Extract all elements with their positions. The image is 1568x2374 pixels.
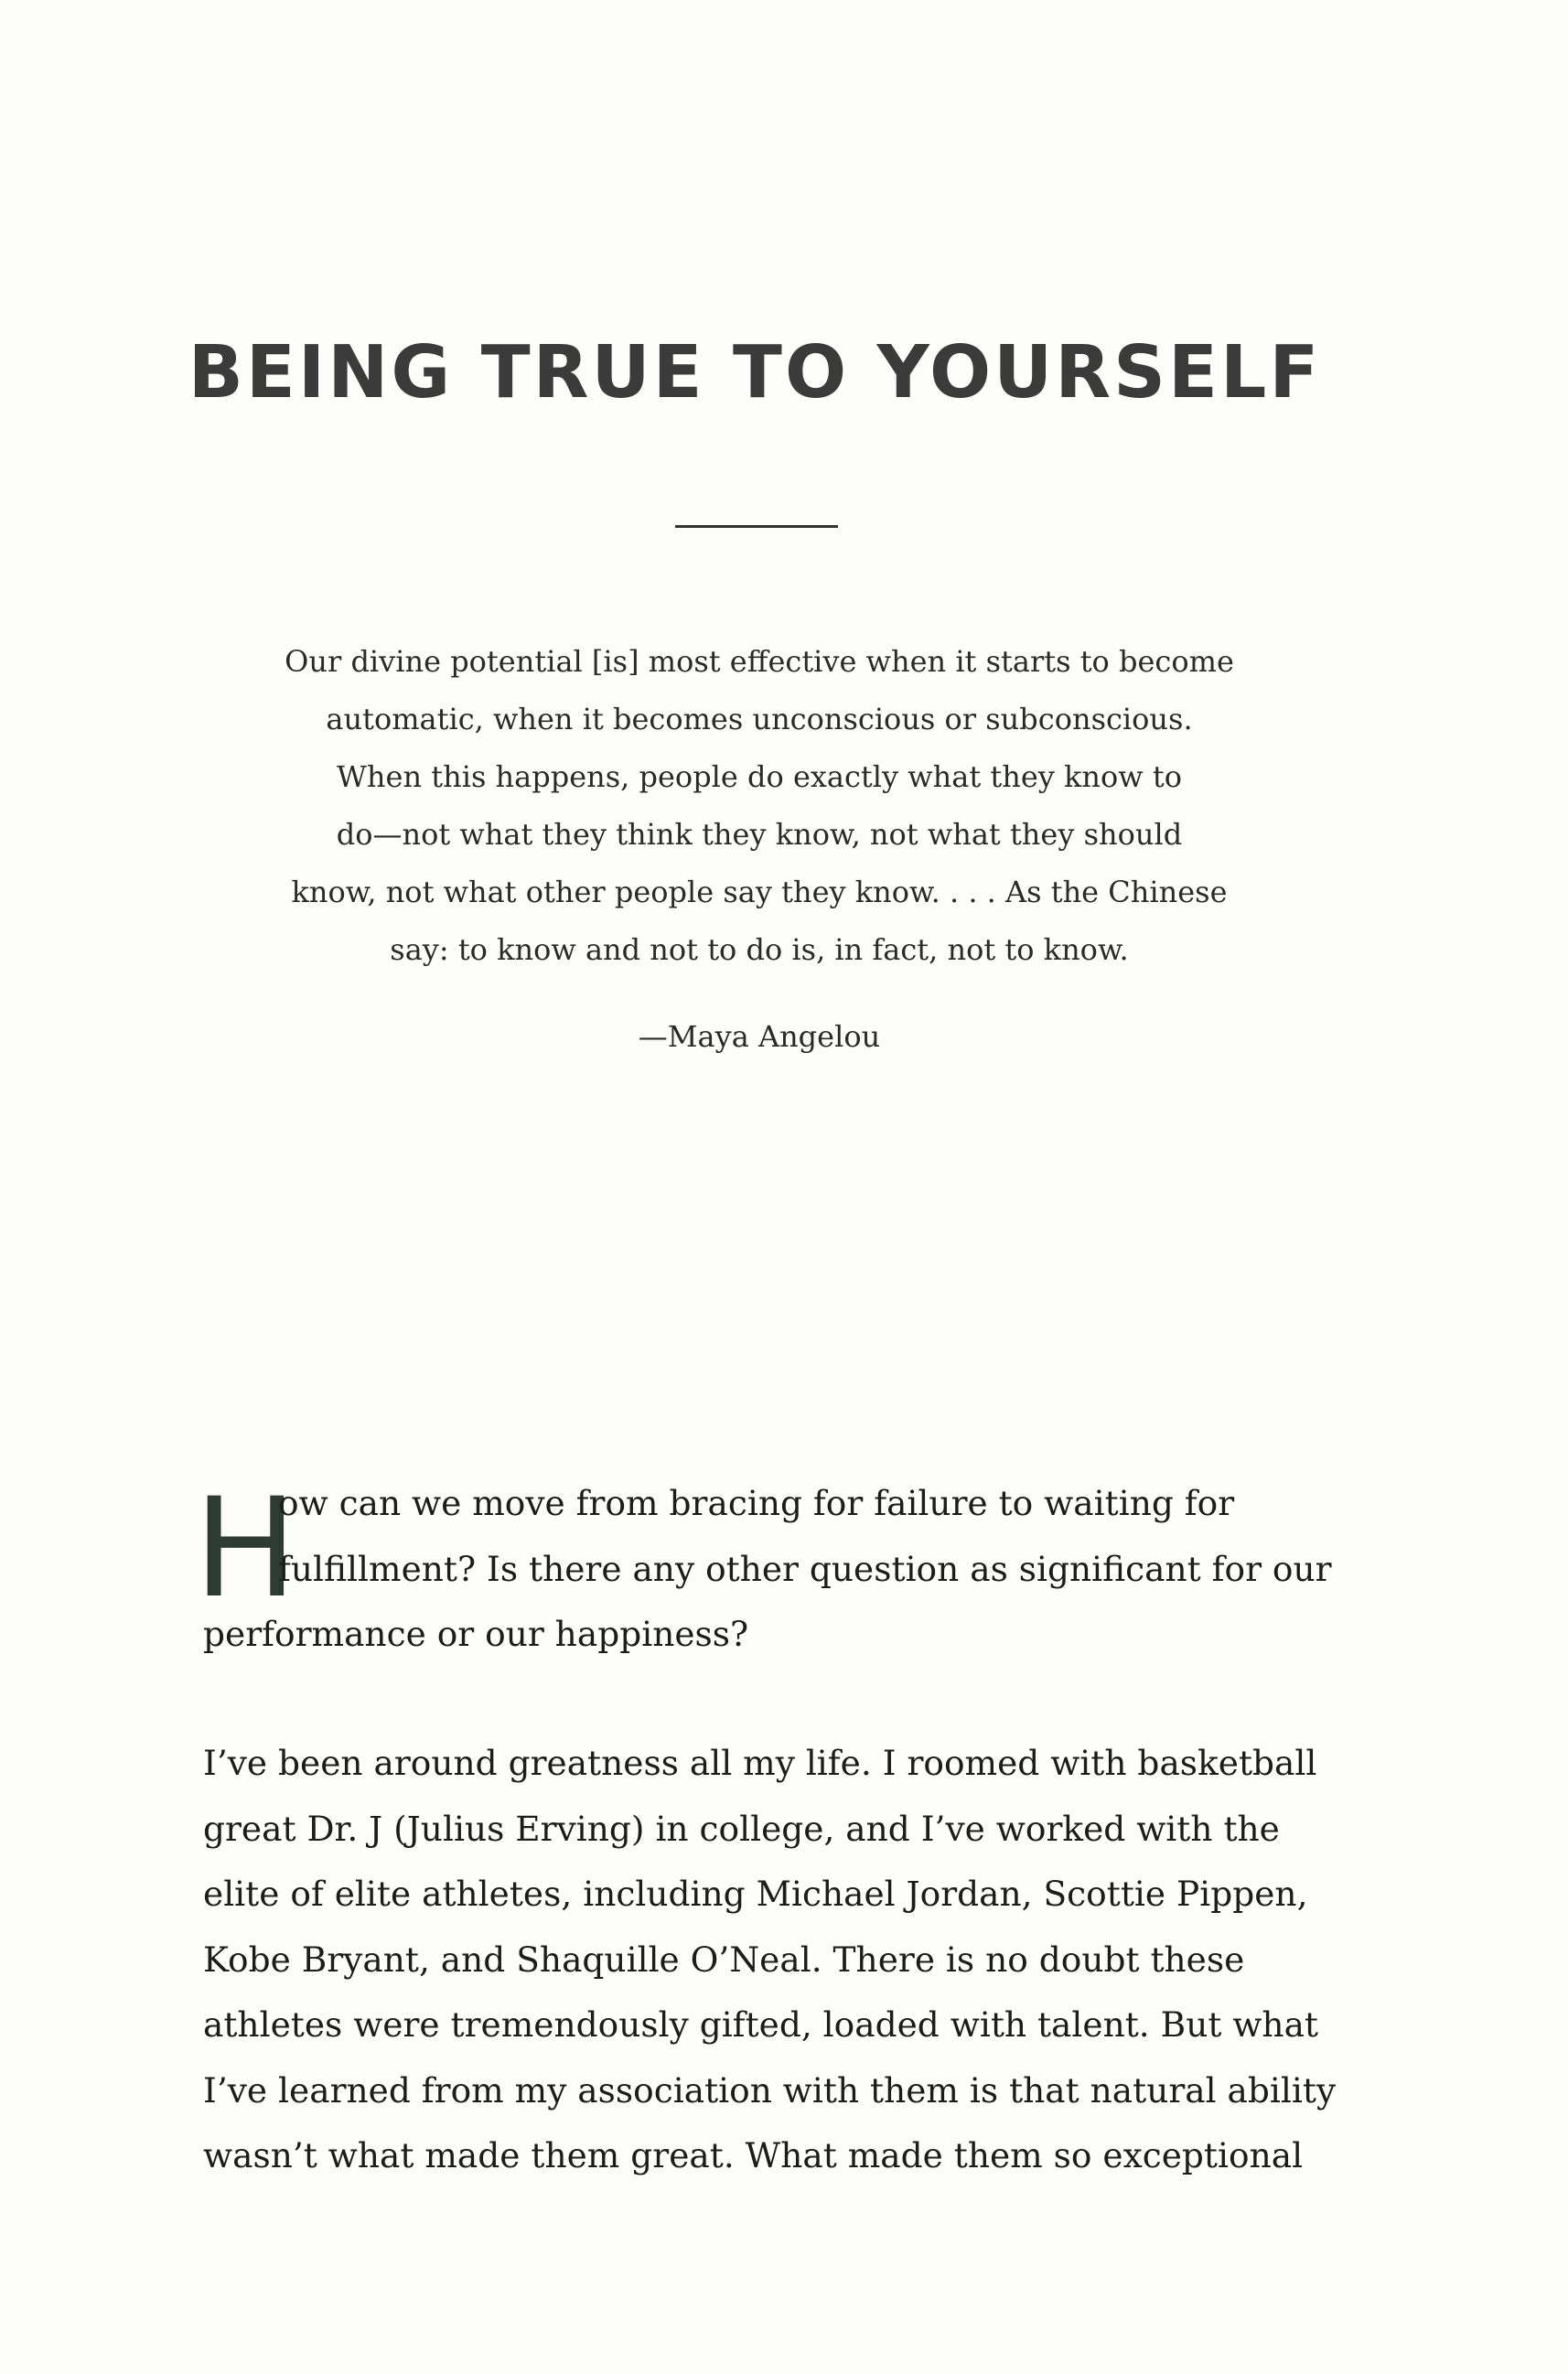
epigraph-line: automatic, when it becomes unconscious or subconscious. <box>326 702 1193 736</box>
paragraph-line: athletes were tremendously gifted, loaded with talent. But what <box>203 2004 1319 2045</box>
epigraph-line: say: to know and not to do is, in fact, not to know. <box>390 932 1129 967</box>
epigraph-line: When this happens, people do exactly what they know to <box>337 759 1182 794</box>
drop-cap: H <box>194 1469 297 1628</box>
paragraph-line: I’ve learned from my association with them is that natural ability <box>203 2069 1337 2111</box>
epigraph-line: do—not what they think they know, not what they should <box>336 817 1183 852</box>
epigraph-line: know, not what other people say they know. . . . As the Chinese <box>291 875 1228 909</box>
paragraph-line: ow can we move from bracing for failure to waiting for <box>278 1483 1235 1523</box>
paragraph-line: performance or our happiness? <box>203 1614 749 1654</box>
epigraph-quote <box>229 633 1290 979</box>
body-paragraph-2 <box>203 1731 1337 2189</box>
title-divider <box>675 525 838 528</box>
paragraph-line: great Dr. J (Julius Erving) in college, and I’ve worked with the <box>203 1808 1280 1849</box>
paragraph-line: I’ve been around greatness all my life. I roomed with basketball <box>203 1743 1317 1783</box>
epigraph-line: Our divine potential [is] most effective when it starts to become <box>285 644 1234 679</box>
paragraph-line: elite of elite athletes, including Michael Jordan, Scottie Pippen, <box>203 1874 1308 1914</box>
epigraph-attribution: —Maya Angelou <box>638 1019 881 1054</box>
paragraph-line: Kobe Bryant, and Shaquille O’Neal. There is no doubt these <box>203 1939 1245 1980</box>
paragraph-line: wasn’t what made them great. What made them so exceptional <box>203 2135 1304 2175</box>
body-paragraph-1 <box>203 1471 1337 1668</box>
paragraph-line: fulfillment? Is there any other question as significant for our <box>278 1548 1332 1589</box>
chapter-title: BEING TRUE TO YOURSELF <box>188 330 1322 414</box>
